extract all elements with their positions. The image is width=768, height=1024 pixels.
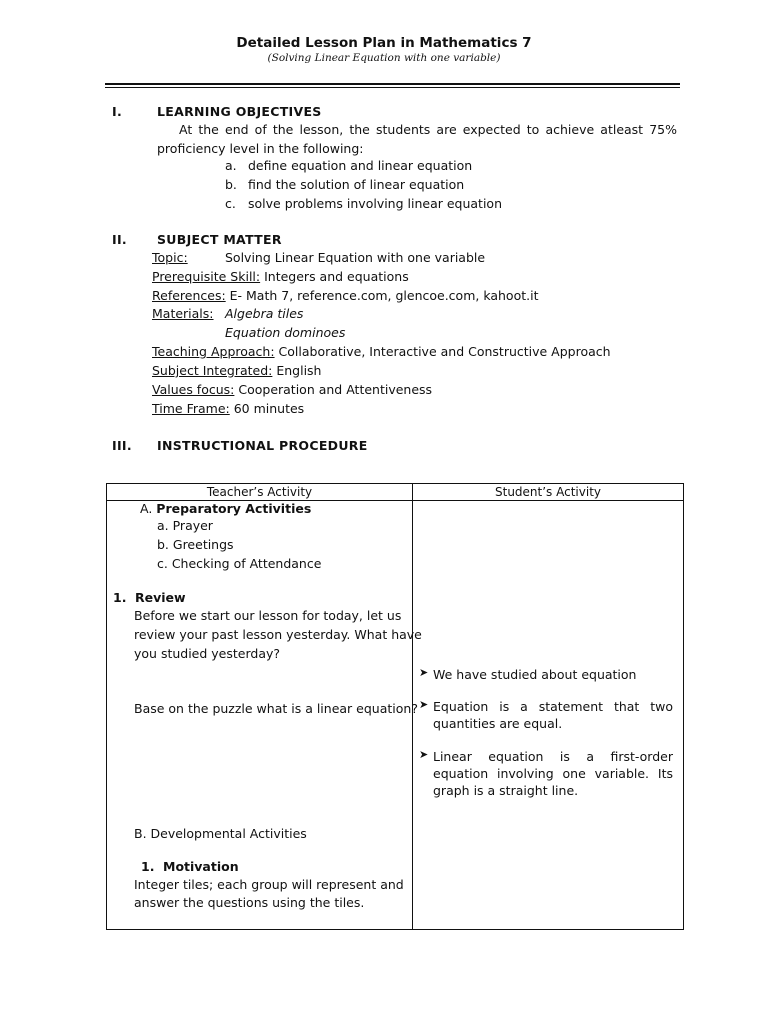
references-value: E- Math 7, reference.com, glencoe.com, kahoot.it xyxy=(225,288,539,303)
references-line xyxy=(152,288,538,303)
section-heading-objectives: LEARNING OBJECTIVES xyxy=(157,104,322,119)
objective-letter: a. xyxy=(225,158,237,173)
section-heading-subject-matter: SUBJECT MATTER xyxy=(157,232,282,247)
prereq-label: Prerequisite Skill: xyxy=(152,269,261,284)
student-answer-text: Linear equation is a first-order equation involving one variable. Its graph is a straight line. xyxy=(433,749,673,798)
objective-letter: c. xyxy=(225,196,236,211)
approach-value: Collaborative, Interactive and Constructive Approach xyxy=(274,344,611,359)
integrated-line xyxy=(152,363,321,378)
time-value: 60 minutes xyxy=(229,401,305,416)
prereq-line xyxy=(152,269,409,284)
objective-item: find the solution of linear equation xyxy=(248,177,465,192)
time-line xyxy=(152,401,304,416)
motivation-number: 1. xyxy=(141,859,155,874)
objective-item: solve problems involving linear equation xyxy=(248,196,502,211)
approach-label: Teaching Approach: xyxy=(152,344,275,359)
integrated-value: English xyxy=(272,363,322,378)
review-number: 1. xyxy=(113,590,127,605)
prep-item: a. Prayer xyxy=(157,518,213,533)
header-rule xyxy=(105,83,680,85)
prep-item: b. Greetings xyxy=(157,537,234,552)
section-number-3: III. xyxy=(112,438,132,453)
approach-line xyxy=(152,344,611,359)
section-heading-procedure: INSTRUCTIONAL PROCEDURE xyxy=(157,438,368,453)
developmental-heading: B. Developmental Activities xyxy=(134,826,307,841)
arrow-bullet-icon: ➤ xyxy=(419,666,429,679)
time-label: Time Frame: xyxy=(152,401,230,416)
document-subtitle: (Solving Linear Equation with one variable) xyxy=(267,52,501,64)
arrow-bullet-icon: ➤ xyxy=(419,748,429,761)
review-text-line: review your past lesson yesterday. What have xyxy=(134,627,422,642)
review-text-line: you studied yesterday? xyxy=(134,646,281,661)
topic-value: Solving Linear Equation with one variable xyxy=(225,250,486,265)
objective-letter: b. xyxy=(225,177,237,192)
activity-table xyxy=(106,483,684,930)
prep-item: c. Checking of Attendance xyxy=(157,556,322,571)
references-label: References: xyxy=(152,288,226,303)
prep-heading: Preparatory Activities xyxy=(156,501,312,516)
header-rule-thin xyxy=(105,87,680,88)
teacher-column-header: Teacher’s Activity xyxy=(107,484,413,501)
prereq-value: Integers and equations xyxy=(260,269,409,284)
document-title: Detailed Lesson Plan in Mathematics 7 xyxy=(236,35,532,51)
prep-prefix: A. xyxy=(140,501,153,516)
table-header-row xyxy=(107,484,684,501)
materials-label: Materials: xyxy=(152,306,214,321)
motivation-heading: Motivation xyxy=(163,859,239,874)
puzzle-question: Base on the puzzle what is a linear equation? xyxy=(134,701,418,716)
arrow-bullet-icon: ➤ xyxy=(419,698,429,711)
materials-item: Algebra tiles xyxy=(225,306,304,321)
objectives-intro: At the end of the lesson, the students are expected to achieve atleast 75% proficiency level in the following: xyxy=(157,122,677,156)
student-column-header: Student’s Activity xyxy=(413,484,684,501)
objective-item: define equation and linear equation xyxy=(248,158,473,173)
review-text-line: Before we start our lesson for today, let us xyxy=(134,608,402,623)
teacher-activity-cell xyxy=(107,501,422,930)
motivation-text-line: answer the questions using the tiles. xyxy=(134,895,365,910)
materials-item: Equation dominoes xyxy=(225,325,346,340)
review-heading: Review xyxy=(135,590,186,605)
student-answer-text: We have studied about equation xyxy=(433,667,637,682)
values-value: Cooperation and Attentiveness xyxy=(234,382,433,397)
student-answer-text: Equation is a statement that two quantities are equal. xyxy=(433,699,673,731)
student-activity-cell xyxy=(413,501,684,930)
values-line xyxy=(152,382,432,397)
motivation-text-line: Integer tiles; each group will represent and xyxy=(134,877,404,892)
integrated-label: Subject Integrated: xyxy=(152,363,273,378)
section-number-2: II. xyxy=(112,232,127,247)
table-row xyxy=(107,501,684,930)
values-label: Values focus: xyxy=(152,382,235,397)
section-number-1: I. xyxy=(112,104,122,119)
prep-line xyxy=(140,501,311,516)
topic-label: Topic: xyxy=(152,250,188,265)
